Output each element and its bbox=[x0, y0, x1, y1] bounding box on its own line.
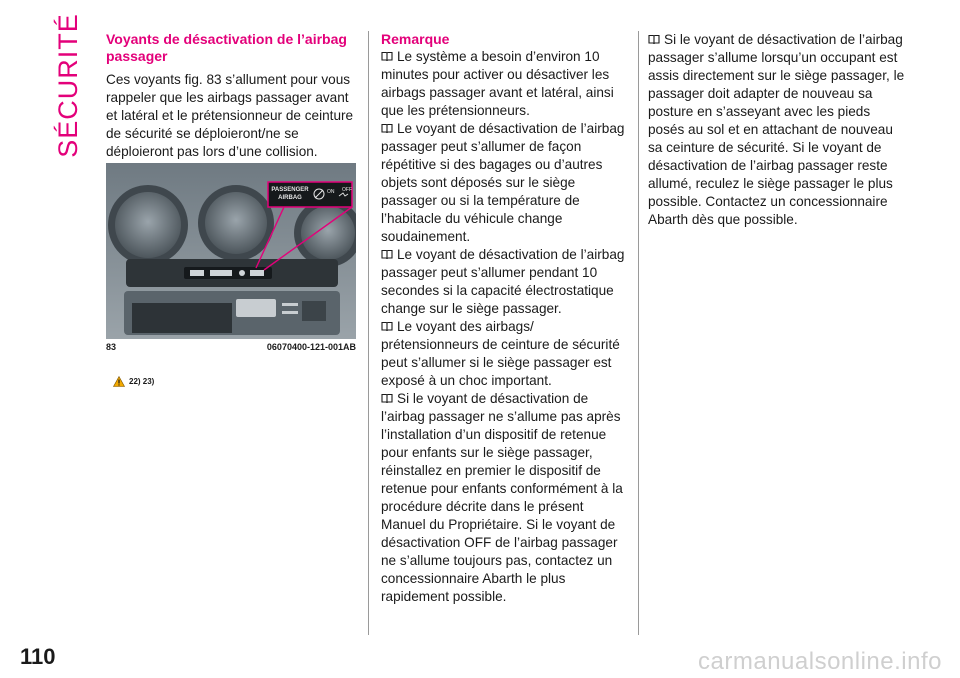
note-text: Le voyant de désactivation de l’airbag passager peut s’allumer de façon répétitive si des bagages ou d’autres objets sont déposés sur le siège passager ou si la température de l’habitacle du véhicule change soudainement. bbox=[381, 121, 625, 244]
note-item bbox=[381, 120, 631, 246]
column-2 bbox=[381, 31, 631, 606]
dashboard-illustration bbox=[106, 163, 356, 339]
page-number: 110 bbox=[20, 644, 56, 669]
panel-off-label: OFF bbox=[342, 187, 352, 193]
note-text: Si le voyant de désactivation de l’airbag passager ne s’allume pas après l’installation d’un dispositif de retenue pour enfants sur le siège passager, réinstallez en premier le dispositif de retenue pour enfants conformément à la procédure décrite dans le présent Manuel du Propriétaire. Si le voyant de désactivation OFF de l’airbag passager ne s’allume toujours pas, contactez un concessionnaire Abarth le plus rapidement possible. bbox=[381, 391, 623, 604]
note-text: Le système a besoin d’environ 10 minutes pour activer ou désactiver les airbags passager avant et latéral, ainsi que les prétensionneurs. bbox=[381, 49, 614, 118]
note-item bbox=[381, 246, 631, 318]
panel-on-label: ON bbox=[327, 189, 335, 195]
note-item bbox=[381, 390, 631, 606]
note-item bbox=[381, 48, 631, 120]
book-icon bbox=[381, 321, 393, 332]
dashboard-figure bbox=[106, 163, 356, 339]
note-text: Le voyant de désactivation de l’airbag passager peut s’allumer pendant 10 secondes si la capacité électrostatique change sur le siège passager. bbox=[381, 247, 625, 316]
book-icon bbox=[381, 123, 393, 134]
book-icon bbox=[381, 51, 393, 62]
note-item bbox=[381, 318, 631, 390]
column-divider-1 bbox=[368, 31, 369, 635]
column-divider-2 bbox=[638, 31, 639, 635]
section-title-text: SÉCURITÉ bbox=[52, 12, 83, 158]
warning-references bbox=[113, 376, 154, 387]
book-icon bbox=[381, 393, 393, 404]
section-title bbox=[48, 12, 88, 158]
note-item bbox=[648, 31, 910, 229]
column-3 bbox=[648, 31, 910, 229]
book-icon bbox=[381, 249, 393, 260]
warning-refs-text: 22) 23) bbox=[129, 377, 155, 386]
note-text: Le voyant des airbags/ prétensionneurs de ceinture de sécurité peut s’allumer si le siège passager est exposé à un choc important. bbox=[381, 319, 620, 388]
panel-label-line1: PASSENGER bbox=[271, 187, 309, 193]
warning-triangle-icon bbox=[113, 376, 125, 387]
note-text: Si le voyant de désactivation de l’airbag passager s’allume lorsqu’un occupant est assis directement sur le siège passager, le passager doit adapter de nouveau sa posture en s’asseyant avec les pieds posés au sol et en attachant de nouveau sa ceinture de sécurité. Si le voyant de désactivation de l’airbag passager reste allumé, reculez le siège passager le plus possible. Contactez un concessionnaire Abarth dès que possible. bbox=[648, 32, 905, 227]
section-heading: Voyants de désactivation de l’airbag passager bbox=[106, 31, 347, 64]
column-1 bbox=[106, 31, 356, 161]
watermark: carmanualsonline.info bbox=[698, 648, 942, 675]
note-title: Remarque bbox=[381, 31, 450, 47]
panel-label-line2: AIRBAG bbox=[278, 195, 302, 201]
figure-code: 06070400-121-001AB bbox=[266, 342, 356, 352]
figure-number: 83 bbox=[106, 342, 117, 352]
book-icon bbox=[648, 34, 660, 45]
intro-paragraph: Ces voyants fig. 83 s’allument pour vous rappeler que les airbags passager avant et latéral et le prétensionneur de ceinture de sécurité se déploieront/ne se déploieront pas lors d’une collision. bbox=[106, 72, 354, 159]
